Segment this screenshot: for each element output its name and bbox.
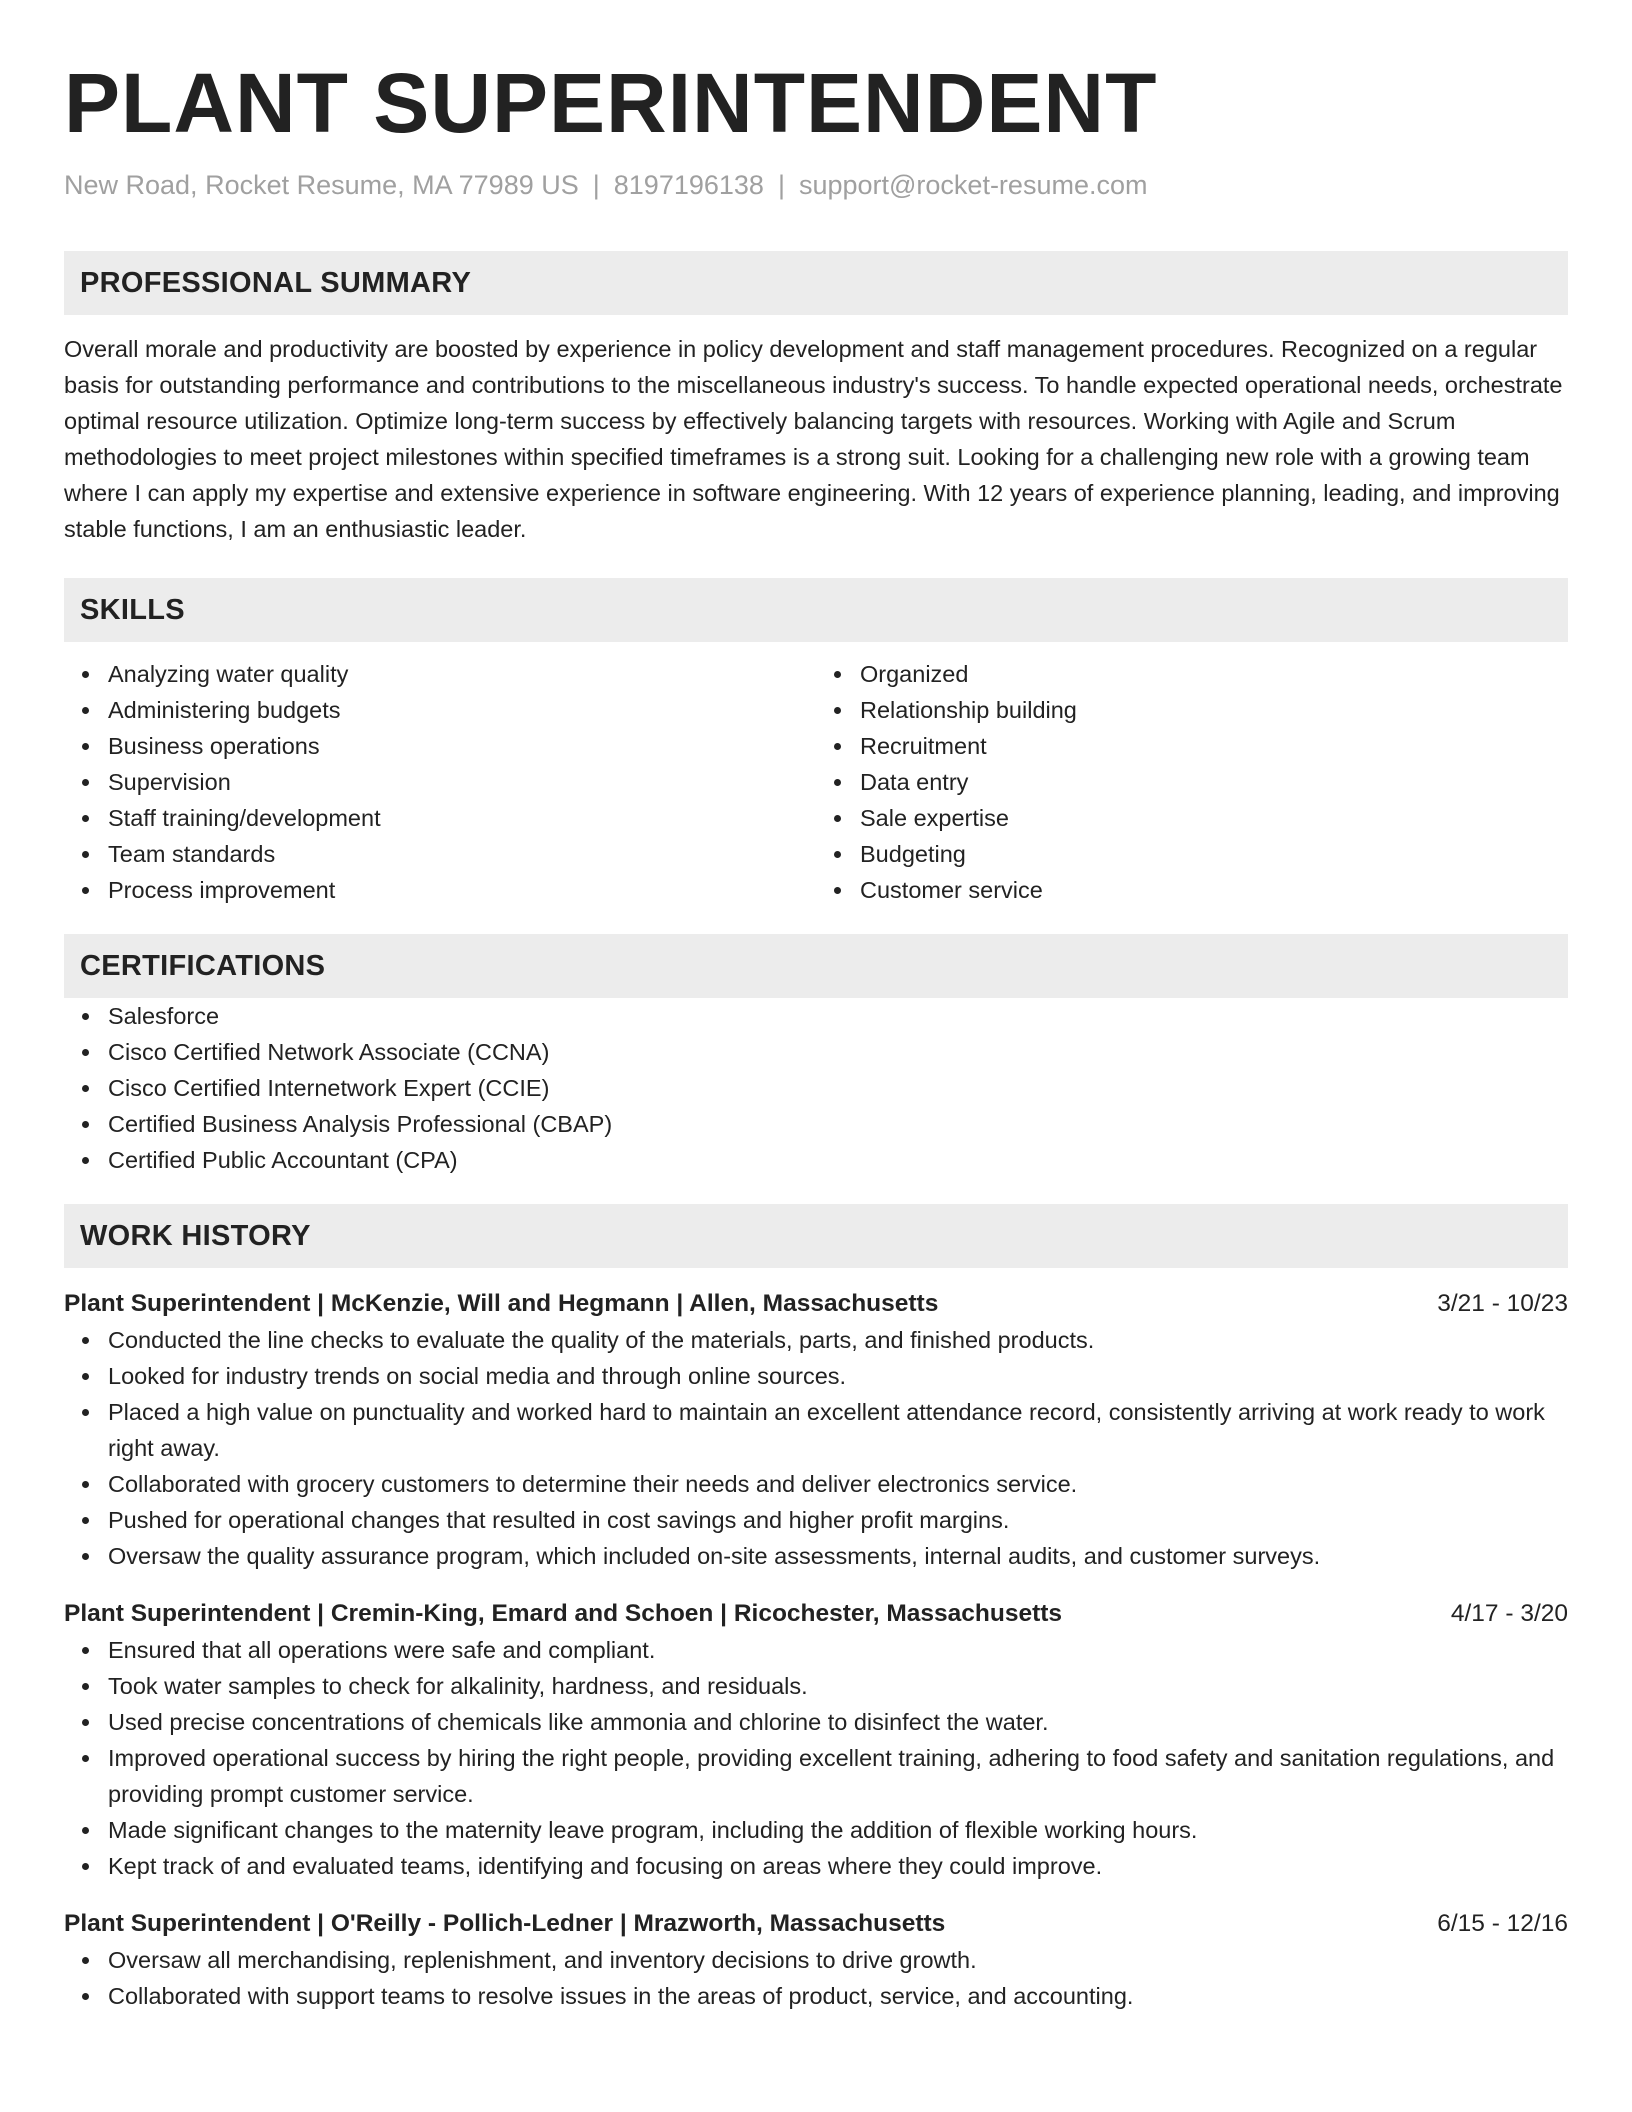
job-title: Plant Superintendent | Cremin-King, Emard and Schoen | Ricochester, Massachusetts	[64, 1600, 1063, 1628]
job-bullet: Improved operational success by hiring the right people, providing excellent training, adhering to food safety and sanitation regulations, and providing prompt customer service.	[108, 1740, 1568, 1812]
job-header	[64, 1286, 1568, 1322]
job-dates: 4/17 - 3/20	[1450, 1600, 1568, 1628]
job-bullets	[64, 1322, 1568, 1574]
skills-right-list	[816, 656, 1568, 908]
job-bullet: Collaborated with grocery customers to determine their needs and deliver electronics service.	[108, 1466, 1568, 1502]
skill-item: Relationship building	[860, 692, 1568, 728]
resume-name: PLANT SUPERINTENDENT	[64, 56, 1158, 150]
job-header	[64, 1596, 1568, 1632]
skill-item: Sale expertise	[860, 800, 1568, 836]
contact-phone: 8197196138	[613, 170, 764, 200]
job-entry	[64, 1906, 1568, 2014]
certification-item: Cisco Certified Network Associate (CCNA)	[108, 1034, 1568, 1070]
work-history-heading: WORK HISTORY	[64, 1204, 1568, 1268]
job-entry	[64, 1596, 1568, 1884]
skills-columns	[64, 656, 1568, 908]
job-bullets	[64, 1942, 1568, 2014]
summary-heading: PROFESSIONAL SUMMARY	[64, 251, 1568, 315]
skill-item: Business operations	[108, 728, 816, 764]
job-bullet: Placed a high value on punctuality and worked hard to maintain an excellent attendance record, consistently arriving at work ready to work right away.	[108, 1394, 1568, 1466]
job-bullet: Looked for industry trends on social media and through online sources.	[108, 1358, 1568, 1394]
job-bullet: Ensured that all operations were safe and compliant.	[108, 1632, 1568, 1668]
skill-item: Analyzing water quality	[108, 656, 816, 692]
job-bullet: Took water samples to check for alkalinity, hardness, and residuals.	[108, 1668, 1568, 1704]
skill-item: Customer service	[860, 872, 1568, 908]
job-bullet: Pushed for operational changes that resulted in cost savings and higher profit margins.	[108, 1502, 1568, 1538]
skill-item: Supervision	[108, 764, 816, 800]
certification-item: Cisco Certified Internetwork Expert (CCIE)	[108, 1070, 1568, 1106]
job-entry	[64, 1286, 1568, 1574]
skills-left-column	[64, 656, 816, 908]
certification-item: Salesforce	[108, 998, 1568, 1034]
skills-left-list	[64, 656, 816, 908]
job-bullet: Made significant changes to the maternity leave program, including the addition of flexible working hours.	[108, 1812, 1568, 1848]
certifications-list	[64, 998, 1568, 1178]
job-bullet: Collaborated with support teams to resolve issues in the areas of product, service, and accounting.	[108, 1978, 1568, 2014]
skill-item: Recruitment	[860, 728, 1568, 764]
contact-email: support@rocket-resume.com	[798, 170, 1148, 200]
skill-item: Data entry	[860, 764, 1568, 800]
job-title: Plant Superintendent | O'Reilly - Pollich-Ledner | Mrazworth, Massachusetts	[64, 1910, 946, 1938]
skill-item: Staff training/development	[108, 800, 816, 836]
skills-right-column	[816, 656, 1568, 908]
job-bullet: Oversaw the quality assurance program, which included on-site assessments, internal audits, and customer surveys.	[108, 1538, 1568, 1574]
skills-heading: SKILLS	[64, 578, 1568, 642]
job-bullet: Used precise concentrations of chemicals like ammonia and chlorine to disinfect the water.	[108, 1704, 1568, 1740]
job-bullet: Oversaw all merchandising, replenishment, and inventory decisions to drive growth.	[108, 1942, 1568, 1978]
contact-separator: |	[592, 170, 600, 200]
skill-item: Process improvement	[108, 872, 816, 908]
summary-text: Overall morale and productivity are boosted by experience in policy development and staff management procedures. Recognized on a regular basis for outstanding performance and contributions to the miscellaneous industry's success. To handle expected operational needs, orchestrate optimal resource utilization. Optimize long-term success by effectively balancing targets with resources. Working with Agile and Scrum methodologies to meet project milestones within specified timeframes is a strong suit. Looking for a challenging new role with a growing team where I can apply my expertise and extensive experience in software engineering. With 12 years of experience planning, leading, and improving stable functions, I am an enthusiastic leader.	[64, 336, 1563, 543]
job-title: Plant Superintendent | McKenzie, Will and Hegmann | Allen, Massachusetts	[64, 1290, 939, 1318]
contact-separator: |	[777, 170, 785, 200]
job-bullet: Kept track of and evaluated teams, identifying and focusing on areas where they could improve.	[108, 1848, 1568, 1884]
certification-item: Certified Public Accountant (CPA)	[108, 1142, 1568, 1178]
job-bullet: Conducted the line checks to evaluate the quality of the materials, parts, and finished products.	[108, 1322, 1568, 1358]
contact-line	[64, 169, 1568, 201]
job-header	[64, 1906, 1568, 1942]
job-dates: 3/21 - 10/23	[1437, 1290, 1568, 1318]
skill-item: Organized	[860, 656, 1568, 692]
skill-item: Administering budgets	[108, 692, 816, 728]
skill-item: Budgeting	[860, 836, 1568, 872]
certification-item: Certified Business Analysis Professional (CBAP)	[108, 1106, 1568, 1142]
job-dates: 6/15 - 12/16	[1437, 1910, 1568, 1938]
skill-item: Team standards	[108, 836, 816, 872]
job-bullets	[64, 1632, 1568, 1884]
contact-address: New Road, Rocket Resume, MA 77989 US	[64, 170, 579, 200]
certifications-heading: CERTIFICATIONS	[64, 934, 1568, 998]
